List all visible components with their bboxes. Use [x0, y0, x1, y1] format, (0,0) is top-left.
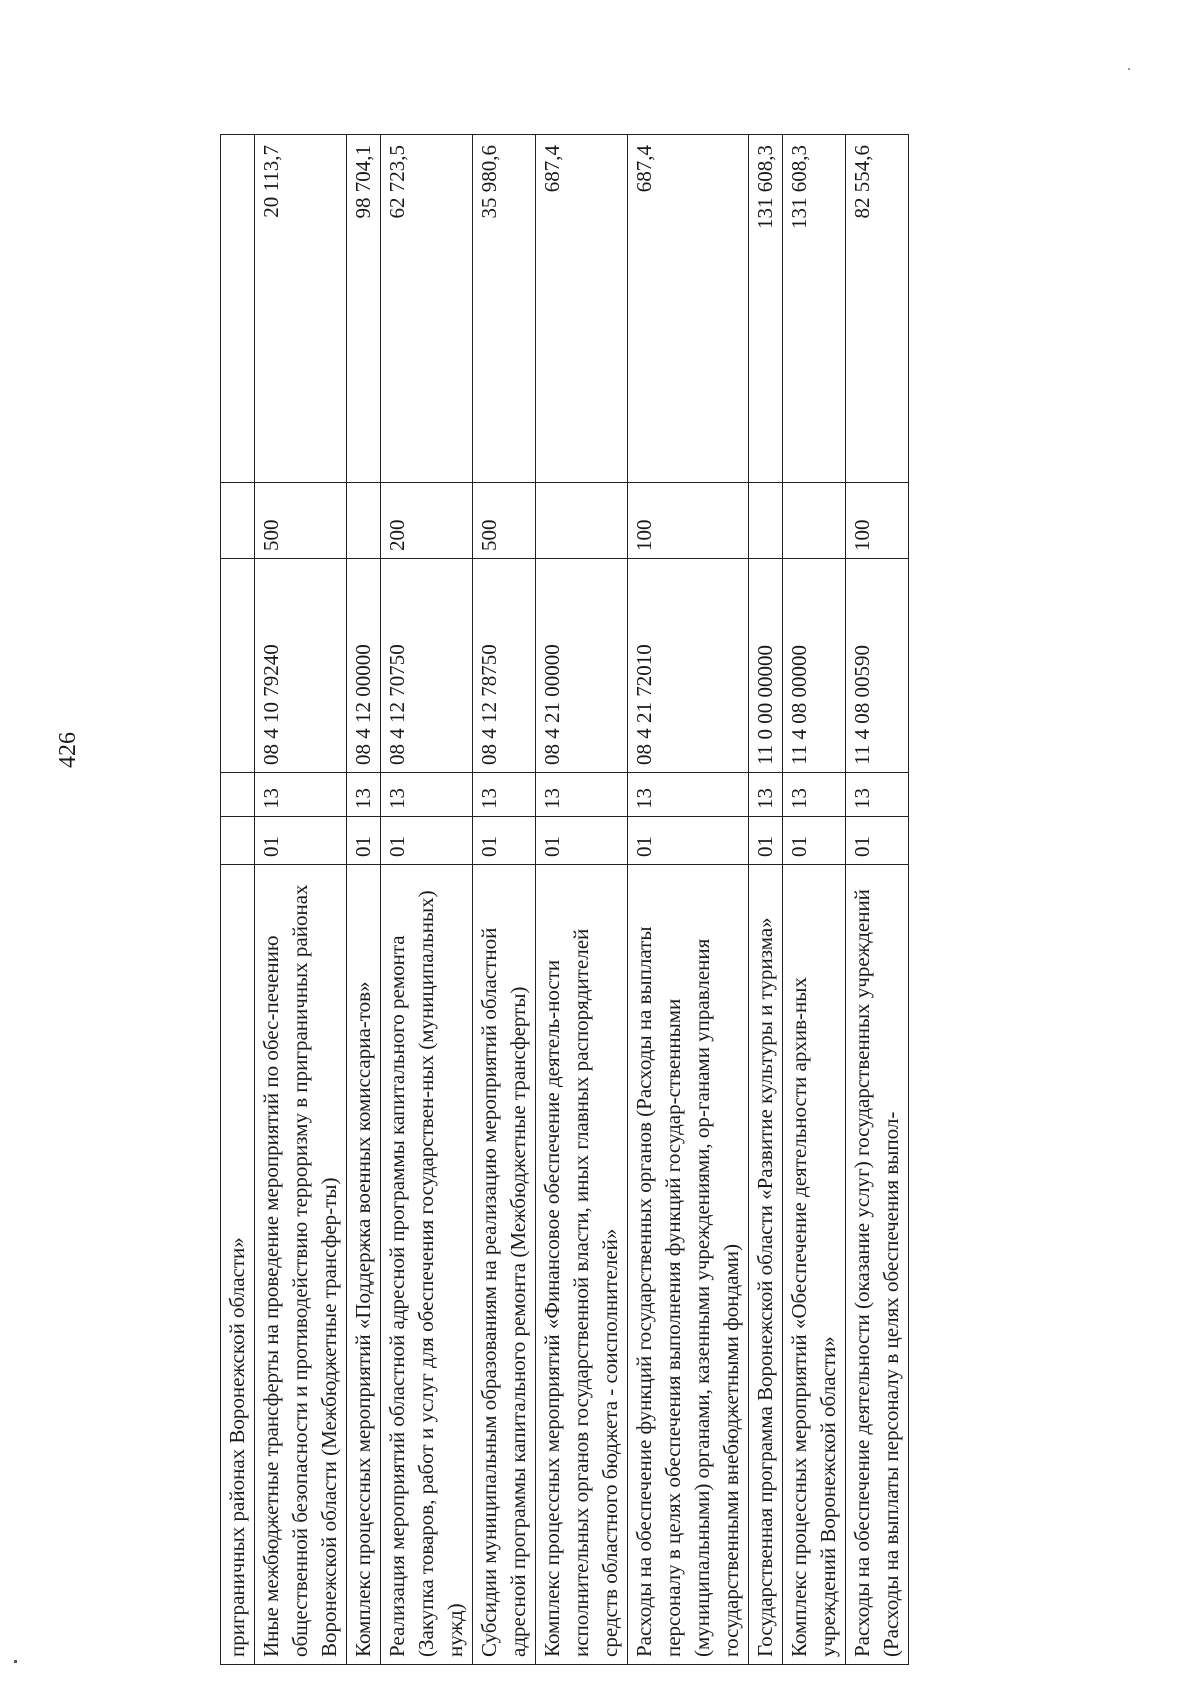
row-target-code: 08 4 12 70750: [381, 559, 473, 773]
row-section: 01: [628, 817, 749, 865]
row-expense-type: 500: [255, 483, 347, 559]
row-amount: [221, 135, 255, 483]
row-target-code: 11 4 08 00590: [846, 559, 909, 773]
row-name: Расходы на обеспечение функций государственных органов (Расходы на выплаты персоналу в целях обеспечения выполнения функций государ-ственными (муниципальными) органами, казенными учреждениями, ор-ганами управления государственными внебюджетными фондами): [628, 865, 749, 1665]
row-amount: 131 608,3: [783, 135, 846, 483]
row-section: [221, 817, 255, 865]
table-row: [628, 135, 749, 1665]
row-name: Расходы на обеспечение деятельности (оказание услуг) государственных учреждений (Расходы на выплаты персоналу в целях обеспечения выпол-: [846, 865, 909, 1665]
row-subsection: 13: [749, 773, 783, 817]
row-expense-type: 100: [628, 483, 749, 559]
row-target-code: [221, 559, 255, 773]
row-expense-type: [536, 483, 628, 559]
scan-mark: [14, 1660, 17, 1663]
row-target-code: 11 4 08 00000: [783, 559, 846, 773]
row-subsection: [221, 773, 255, 817]
row-name: Комплекс процессных мероприятий «Обеспечение деятельности архив-ных учреждений Воронежской области»: [783, 865, 846, 1665]
row-amount: 98 704,1: [347, 135, 381, 483]
budget-table: [220, 134, 909, 1665]
row-expense-type: [347, 483, 381, 559]
row-section: 01: [473, 817, 536, 865]
row-subsection: 13: [783, 773, 846, 817]
row-target-code: 08 4 12 00000: [347, 559, 381, 773]
row-amount: 62 723,5: [381, 135, 473, 483]
page-number: 426: [55, 732, 81, 768]
row-section: 01: [381, 817, 473, 865]
table-row: [381, 135, 473, 1665]
table-row: [536, 135, 628, 1665]
row-subsection: 13: [347, 773, 381, 817]
budget-table-body: [221, 135, 909, 1665]
row-name: Комплекс процессных мероприятий «Поддержка военных комиссариа-тов»: [347, 865, 381, 1665]
row-amount: 35 980,6: [473, 135, 536, 483]
table-row: [221, 135, 255, 1665]
row-amount: 687,4: [536, 135, 628, 483]
row-amount: 20 113,7: [255, 135, 347, 483]
table-row: [255, 135, 347, 1665]
row-section: 01: [347, 817, 381, 865]
table-row: [846, 135, 909, 1665]
row-expense-type: 100: [846, 483, 909, 559]
row-section: 01: [536, 817, 628, 865]
row-subsection: 13: [381, 773, 473, 817]
row-target-code: 11 0 00 00000: [749, 559, 783, 773]
row-name: Субсидии муниципальным образованиям на реализацию мероприятий областной адресной программы капитального ремонта (Межбюджетные трансферты): [473, 865, 536, 1665]
row-target-code: 08 4 21 00000: [536, 559, 628, 773]
row-subsection: 13: [536, 773, 628, 817]
row-section: 01: [255, 817, 347, 865]
rotated-page-content: [220, 135, 1120, 1665]
row-section: 01: [846, 817, 909, 865]
row-target-code: 08 4 10 79240: [255, 559, 347, 773]
row-subsection: 13: [473, 773, 536, 817]
row-amount: 82 554,6: [846, 135, 909, 483]
table-row: [473, 135, 536, 1665]
row-target-code: 08 4 12 78750: [473, 559, 536, 773]
row-expense-type: 200: [381, 483, 473, 559]
row-expense-type: [221, 483, 255, 559]
table-row: [347, 135, 381, 1665]
row-name: приграничных районах Воронежской области»: [221, 865, 255, 1665]
table-row: [749, 135, 783, 1665]
row-name: Комплекс процессных мероприятий «Финансовое обеспечение деятель-ности исполнительных органов государственной власти, иных главных распорядителей средств областного бюджета - соисполнителей»: [536, 865, 628, 1665]
row-section: 01: [783, 817, 846, 865]
scan-speck: [1128, 68, 1130, 70]
row-subsection: 13: [255, 773, 347, 817]
row-section: 01: [749, 817, 783, 865]
row-name: Иные межбюджетные трансферты на проведение мероприятий по обес-печению общественной безопасности и противодействию терроризму в приграничных районах Воронежской области (Межбюджетные трансфер-ты): [255, 865, 347, 1665]
row-subsection: 13: [628, 773, 749, 817]
table-row: [783, 135, 846, 1665]
row-name: Государственная программа Воронежской области «Развитие культуры и туризма»: [749, 865, 783, 1665]
row-name: Реализация мероприятий областной адресной программы капитального ремонта (Закупка товаров, работ и услуг для обеспечения государствен-ных (муниципальных) нужд): [381, 865, 473, 1665]
row-target-code: 08 4 21 72010: [628, 559, 749, 773]
row-amount: 687,4: [628, 135, 749, 483]
row-expense-type: [749, 483, 783, 559]
row-expense-type: 500: [473, 483, 536, 559]
row-amount: 131 608,3: [749, 135, 783, 483]
row-subsection: 13: [846, 773, 909, 817]
row-expense-type: [783, 483, 846, 559]
